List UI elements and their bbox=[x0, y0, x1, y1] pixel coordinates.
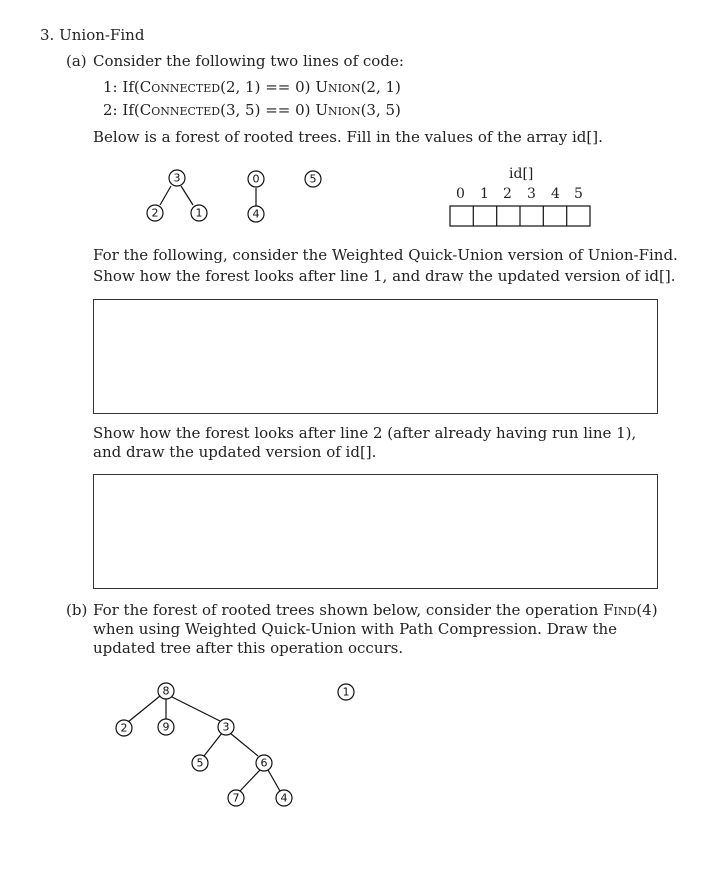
answer-box-line-1[interactable] bbox=[93, 299, 658, 414]
forest-a bbox=[0, 160, 360, 230]
tree-b-label: 5 bbox=[196, 756, 204, 770]
part-b-fn: Find bbox=[603, 601, 637, 619]
forest-a-label: 1 bbox=[195, 206, 203, 220]
line2-prompt: Show how the forest looks after line 2 (after already having run line 1), and draw the updated version of id[]. bbox=[93, 424, 637, 461]
code-fn: Connected bbox=[139, 78, 221, 96]
weighted-prompt-2: Show how the forest looks after line 1, and draw the updated version of id[]. bbox=[93, 267, 676, 285]
tree-b-label: 6 bbox=[260, 756, 268, 770]
code-line-1 bbox=[103, 78, 401, 96]
forest-a-label: 2 bbox=[151, 206, 159, 220]
forest-a-label: 4 bbox=[252, 207, 260, 221]
array-index: 2 bbox=[503, 186, 512, 202]
part-b-text-pre: For the forest of rooted trees shown below, consider the operation bbox=[93, 601, 599, 619]
array-index: 5 bbox=[574, 186, 583, 202]
array-index: 4 bbox=[551, 186, 560, 202]
array-index: 3 bbox=[527, 186, 536, 202]
problem-title: Union-Find bbox=[59, 26, 145, 44]
part-b-fn-args: (4) bbox=[636, 601, 658, 619]
tree-b-label: 1 bbox=[342, 685, 350, 699]
answer-box-line-2[interactable] bbox=[93, 474, 658, 589]
tree-b-label: 8 bbox=[162, 684, 170, 698]
tree-b-label: 3 bbox=[222, 720, 230, 734]
array-index: 0 bbox=[456, 186, 465, 202]
tree-b-label: 4 bbox=[280, 791, 288, 805]
code-op: Union bbox=[315, 101, 361, 119]
code-line-number: 2: bbox=[103, 101, 118, 119]
tree-b-label: 2 bbox=[120, 721, 128, 735]
problem-number: 3. bbox=[40, 26, 55, 44]
part-b-text-post: when using Weighted Quick-Union with Path Compression. Draw the updated tree after this operation occurs. bbox=[93, 620, 618, 657]
forest-a-label: 3 bbox=[173, 171, 181, 185]
code-op: Union bbox=[315, 78, 361, 96]
code-line-number: 1: bbox=[103, 78, 118, 96]
code-if: If( bbox=[122, 78, 140, 96]
code-args: (3, 5) == 0) bbox=[220, 101, 311, 119]
code-op-args: (3, 5) bbox=[360, 101, 401, 119]
array-cells[interactable] bbox=[448, 205, 594, 229]
tree-b-label: 7 bbox=[232, 791, 240, 805]
forest-prompt: Below is a forest of rooted trees. Fill in the values of the array id[]. bbox=[93, 128, 603, 146]
weighted-prompt-1: For the following, consider the Weighted Quick-Union version of Union-Find. bbox=[93, 246, 678, 264]
part-b-label: (b) bbox=[66, 601, 88, 619]
code-op-args: (2, 1) bbox=[360, 78, 401, 96]
forest-a-label: 0 bbox=[252, 172, 260, 186]
part-a-label: (a) bbox=[66, 52, 87, 70]
forest-a-label: 5 bbox=[309, 172, 317, 186]
problem-heading bbox=[40, 26, 144, 44]
code-args: (2, 1) == 0) bbox=[220, 78, 311, 96]
code-line-2 bbox=[103, 101, 401, 119]
part-a-intro: Consider the following two lines of code: bbox=[93, 52, 404, 70]
tree-b-label: 9 bbox=[162, 720, 170, 734]
tree-b bbox=[100, 676, 360, 811]
array-index: 1 bbox=[480, 186, 489, 202]
part-b-text bbox=[93, 601, 659, 658]
code-if: If( bbox=[122, 101, 140, 119]
code-fn: Connected bbox=[139, 101, 221, 119]
array-label: id[] bbox=[509, 166, 534, 182]
